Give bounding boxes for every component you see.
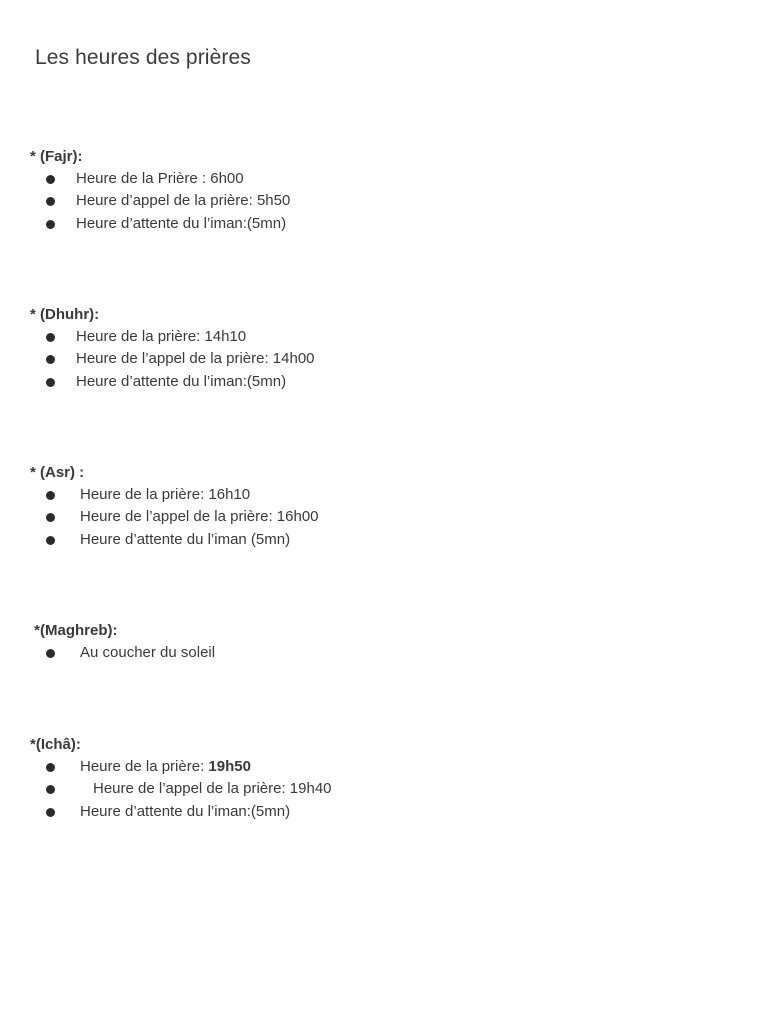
section-dhuhr (30, 304, 315, 393)
list-item (30, 484, 251, 506)
list-item (30, 801, 291, 823)
bullet-icon (46, 763, 55, 772)
section-heading-fajr: * (Fajr): (30, 148, 83, 165)
list-item (30, 756, 251, 778)
section-icha (30, 734, 332, 823)
page-title: Les heures des prières (35, 46, 251, 69)
bullet-icon (46, 333, 55, 342)
prayer-time-value: 19h50 (208, 758, 251, 775)
list-item-text: Heure d’attente du l’iman:(5mn) (76, 214, 287, 232)
bullet-icon (46, 491, 55, 500)
list-item (30, 348, 315, 370)
bullet-icon (46, 197, 55, 206)
bullet-icon (46, 649, 55, 658)
bullet-icon (46, 785, 55, 794)
list-item-text: Heure d’attente du l’iman:(5mn) (76, 372, 287, 390)
bullet-icon (46, 808, 55, 817)
list-item (30, 168, 244, 190)
bullet-icon (46, 355, 55, 364)
list-item (30, 642, 216, 664)
list-item-text: Heure de la Prière : 6h00 (76, 170, 244, 187)
list-item (30, 778, 332, 800)
list-item-text: Heure de l’appel de la prière: 19h40 (93, 780, 332, 798)
list-item-text: Heure d’attente du l’iman (5mn) (80, 530, 291, 548)
section-maghreb (30, 620, 216, 664)
list-item-text (80, 756, 251, 778)
list-item-text: Heure de la prière: 16h10 (80, 486, 251, 503)
list-item-label: Heure de la prière: (80, 758, 209, 775)
section-asr (30, 462, 319, 551)
list-item-text: Heure de l’appel de la prière: 14h00 (76, 350, 315, 368)
list-item-text: Heure de la prière: 14h10 (76, 328, 247, 345)
section-heading-maghreb: *(Maghreb): (30, 622, 118, 639)
list-item-text: Heure de l’appel de la prière: 16h00 (80, 508, 319, 526)
list-item-text: Heure d’appel de la prière: 5h50 (76, 192, 291, 210)
bullet-icon (46, 536, 55, 545)
list-item (30, 371, 287, 393)
list-item-text: Heure d’attente du l’iman:(5mn) (80, 802, 291, 820)
section-fajr (30, 146, 291, 235)
section-heading-icha: *(Ichâ): (30, 736, 81, 753)
list-item-text: Au coucher du soleil (80, 644, 216, 661)
section-heading-dhuhr: * (Dhuhr): (30, 306, 100, 323)
list-item (30, 529, 291, 551)
bullet-icon (46, 513, 55, 522)
bullet-icon (46, 220, 55, 229)
list-item (30, 326, 247, 348)
section-heading-asr: * (Asr) : (30, 464, 85, 481)
bullet-icon (46, 378, 55, 387)
list-item (30, 213, 287, 235)
bullet-icon (46, 175, 55, 184)
list-item (30, 190, 291, 212)
list-item (30, 506, 319, 528)
